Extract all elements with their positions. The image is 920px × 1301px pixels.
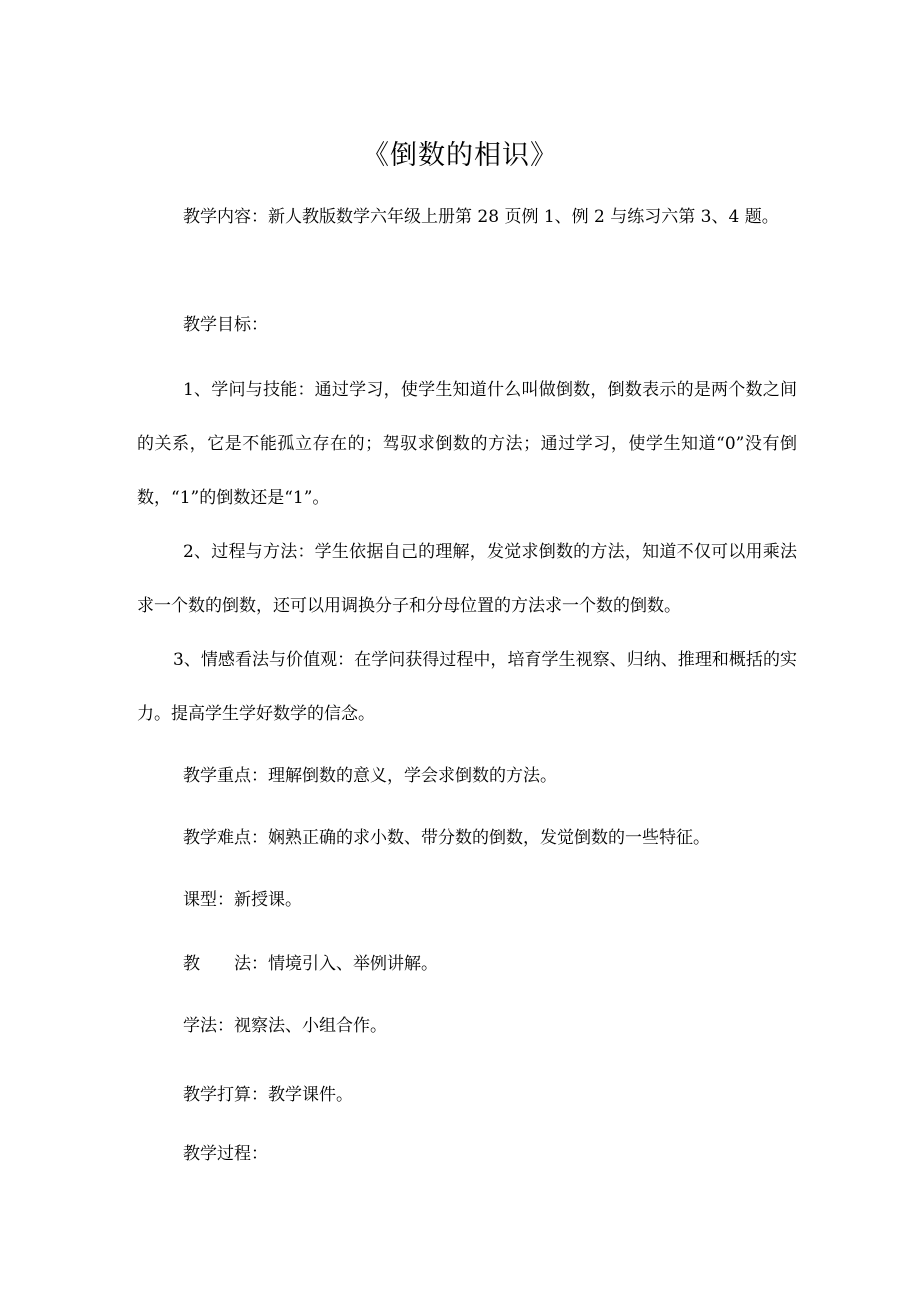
learning-method: 学法：视察法、小组合作。 [183,1016,387,1036]
process-heading: 教学过程： [183,1144,268,1164]
objective-attitude-values: 3、情感看法与价值观：在学问获得过程中，培育学生视察、归纳、推理和概括的实力。提高学生学好数学的信念。 [137,650,797,724]
teaching-difficulty: 教学难点：娴熟正确的求小数、带分数的倒数，发觉倒数的一些特征。 [183,828,710,848]
objectives-heading: 教学目标： [183,315,268,335]
teaching-method: 教 法：情境引入、举例讲解。 [183,954,438,974]
objective-process-method: 2、过程与方法：学生依据自己的理解，发觉求倒数的方法，知道不仅可以用乘法求一个数的倒数，还可以用调换分子和分母位置的方法求一个数的倒数。 [137,542,797,616]
teaching-key-point: 教学重点：理解倒数的意义，学会求倒数的方法。 [183,766,557,786]
document-title: 《倒数的相识》 [362,140,558,171]
teaching-preparation: 教学打算：教学课件。 [183,1085,353,1105]
objective-knowledge-skills: 1、学问与技能：通过学习，使学生知道什么叫做倒数，倒数表示的是两个数之间的关系，它是不能孤立存在的；驾驭求倒数的方法；通过学习，使学生知道“0”没有倒数，“1”的倒数还是“1”。 [137,380,797,508]
lesson-type: 课型：新授课。 [183,890,302,910]
teaching-content: 教学内容：新人教版数学六年级上册第 28 页例 1、例 2 与练习六第 3、4 题。 [183,207,779,227]
